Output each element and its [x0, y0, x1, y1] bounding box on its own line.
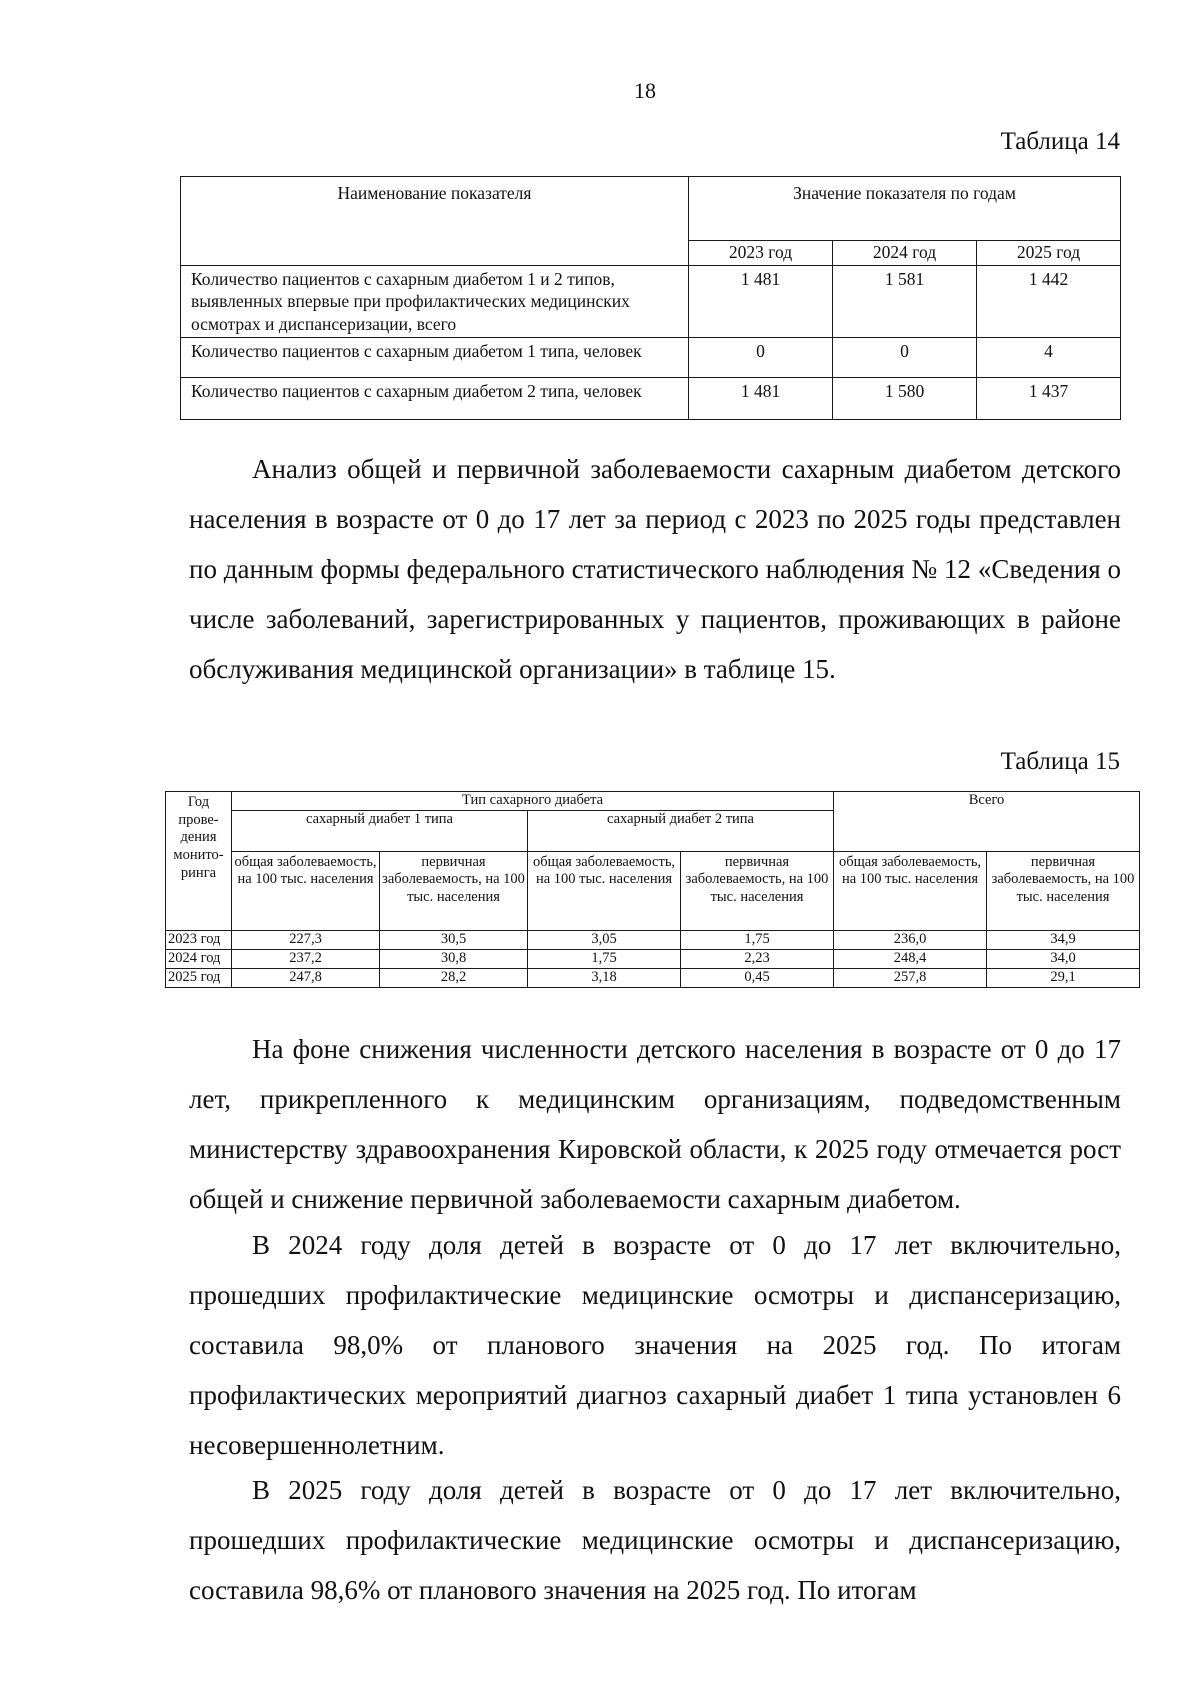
- table-row: [166, 968, 1140, 987]
- table15-cell: 1,75: [528, 949, 681, 968]
- table15-row-year: 2024 год: [166, 949, 232, 968]
- table15-row-year: 2025 год: [166, 968, 232, 987]
- table14-year-header: 2023 год: [689, 241, 833, 266]
- table15-cell: 2,23: [681, 949, 834, 968]
- table15-type1-header: сахарный диабет 1 типа: [232, 810, 528, 851]
- table15-cell: 1,75: [681, 930, 834, 949]
- table-row: [166, 930, 1140, 949]
- table15-cell: 30,8: [380, 949, 528, 968]
- table14-row-name: Количество пациентов с сахарным диабетом 1 типа, человек: [181, 338, 689, 378]
- table-row: [181, 266, 1121, 338]
- table14-caption: Таблица 14: [1000, 128, 1120, 155]
- table14-cell: 4: [977, 338, 1121, 378]
- table15-cell: 34,0: [987, 949, 1140, 968]
- table15-cell: 227,3: [232, 930, 380, 949]
- table15-cell: 28,2: [380, 968, 528, 987]
- table14-cell: 1 481: [689, 266, 833, 338]
- table-row: [181, 378, 1121, 420]
- table15-cell: 30,5: [380, 930, 528, 949]
- paragraph-population-trend: На фоне снижения численности детского населения в возрасте от 0 до 17 лет, прикрепленного к медицинским организациям, подведомственным министерству здравоохранения Кировской области, к 2025 году отмечается рост общей и снижение первичной заболеваемости сахарным диабетом.: [189, 1034, 1121, 1214]
- table15-type2-header: сахарный диабет 2 типа: [528, 810, 834, 851]
- table14-cell: 0: [689, 338, 833, 378]
- table14-row-name: Количество пациентов с сахарным диабетом 2 типа, человек: [181, 378, 689, 420]
- table15-total-header: Всего: [834, 792, 1140, 852]
- table15-col-primary: первичная заболеваемость, на 100 тыс. населения: [380, 851, 528, 930]
- table14-cell: 1 581: [833, 266, 977, 338]
- table15-col-general: общая заболеваемость, на 100 тыс. населения: [834, 851, 987, 930]
- table15-col-general: общая заболеваемость, на 100 тыс. населения: [528, 851, 681, 930]
- table-row: [166, 949, 1140, 968]
- table15-type-header: Тип сахарного диабета: [232, 792, 834, 811]
- paragraph-analysis: Анализ общей и первичной заболеваемости сахарным диабетом детского населения в возрасте от 0 до 17 лет за период с 2023 по 2025 годы представлен по данным формы федерального статистического наблюдения № 12 «Сведения о числе заболеваний, зарегистрированных у пациентов, проживающих в районе обслуживания медицинской организации» в таблице 15.: [189, 454, 1121, 684]
- table15-col-primary: первичная заболеваемость, на 100 тыс. населения: [681, 851, 834, 930]
- table15-caption: Таблица 15: [1000, 748, 1120, 775]
- table15-cell: 237,2: [232, 949, 380, 968]
- table15-cell: 3,18: [528, 968, 681, 987]
- table15-col-primary: первичная заболеваемость, на 100 тыс. населения: [987, 851, 1140, 930]
- table14-cell: 1 580: [833, 378, 977, 420]
- paragraph-2025-screening: В 2025 году доля детей в возрасте от 0 до 17 лет включительно, прошедших профилактические медицинские осмотры и диспансеризацию, составила 98,6% от планового значения на 2025 год. По итогам: [189, 1475, 1121, 1605]
- table14-cell: 1 442: [977, 266, 1121, 338]
- table15-year-header: Год прове-дения монито-ринга: [166, 792, 232, 931]
- table-row: [181, 338, 1121, 378]
- page-number: 18: [634, 78, 656, 103]
- table14-header-values: Значение показателя по годам: [689, 177, 1121, 241]
- table14-cell: 0: [833, 338, 977, 378]
- table14-year-header: 2025 год: [977, 241, 1121, 266]
- paragraph-2024-screening: В 2024 году доля детей в возрасте от 0 до 17 лет включительно, прошедших профилактические медицинские осмотры и диспансеризацию, составила 98,0% от планового значения на 2025 год. По итогам профилактических мероприятий диагноз сахарный диабет 1 типа установлен 6 несовершеннолетним.: [189, 1230, 1121, 1460]
- table15-cell: 34,9: [987, 930, 1140, 949]
- table15-cell: 248,4: [834, 949, 987, 968]
- table15-cell: 247,8: [232, 968, 380, 987]
- table14: [180, 176, 1121, 420]
- table14-cell: 1 481: [689, 378, 833, 420]
- table15-cell: 257,8: [834, 968, 987, 987]
- table15-cell: 236,0: [834, 930, 987, 949]
- table15-cell: 0,45: [681, 968, 834, 987]
- table14-header-name: Наименование показателя: [181, 177, 689, 266]
- table15-cell: 3,05: [528, 930, 681, 949]
- table14-cell: 1 437: [977, 378, 1121, 420]
- table14-year-header: 2024 год: [833, 241, 977, 266]
- table15-cell: 29,1: [987, 968, 1140, 987]
- table14-row-name: Количество пациентов с сахарным диабетом 1 и 2 типов, выявленных впервые при профилактических медицинских осмотрах и диспансеризации, всего: [181, 266, 689, 338]
- table15: [165, 791, 1140, 988]
- table15-col-general: общая заболеваемость, на 100 тыс. населения: [232, 851, 380, 930]
- table15-row-year: 2023 год: [166, 930, 232, 949]
